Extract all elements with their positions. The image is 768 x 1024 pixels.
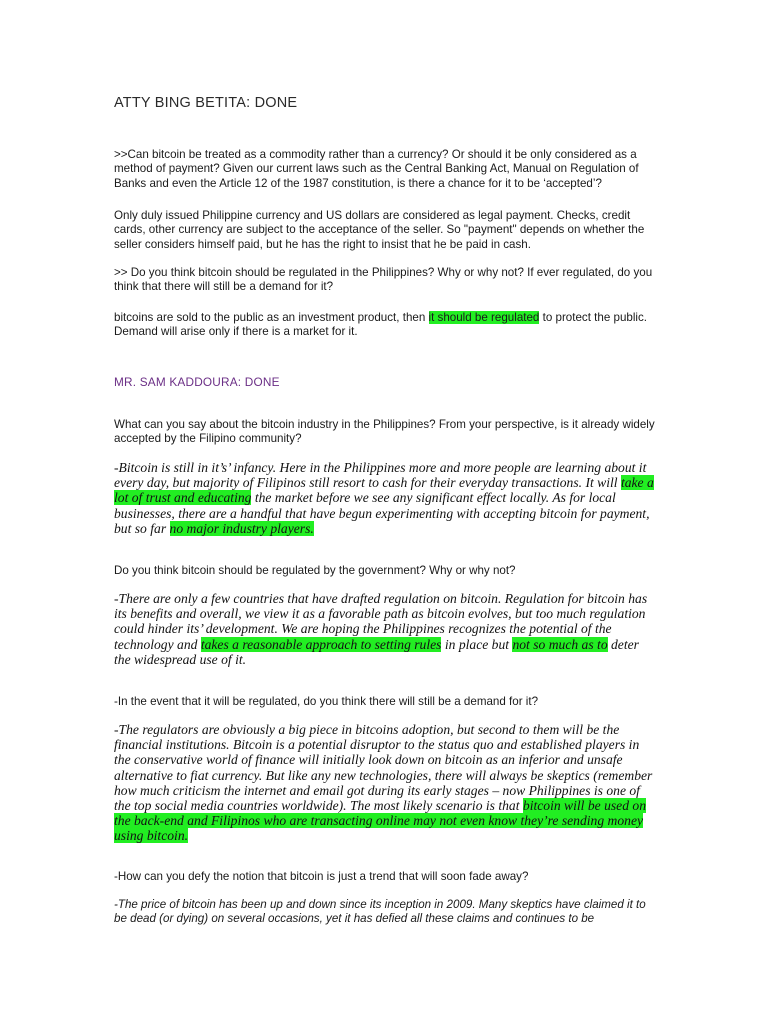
answer-text: deter the widespread use of it.: [114, 636, 639, 667]
answer-regulation: [114, 311, 656, 340]
answer-text: the market before we see any significant effect locally. As for local businesses, there are a handful that have begun experimenting with accepting bitcoin for payment, but so far: [114, 490, 650, 536]
question-government: Do you think bitcoin should be regulated by the government? Why or why not?: [114, 564, 516, 577]
highlighted-text: no major industry players.: [169, 520, 314, 536]
answer-legal-payment: Only duly issued Philippine currency and US dollars are considered as legal payment. Checks, credit cards, other currency are subject to the acceptance of the seller. So "payment" depends on whether the seller considers himself paid, but he has the right to insist that he be paid in cash.: [114, 209, 645, 251]
answer-industry: [114, 460, 656, 536]
highlighted-text: take a lot of trust and educating: [114, 475, 654, 506]
highlighted-text: bitcoin will be used on the back-end and Filipinos who are transacting online may not even know they’re sending money using bitcoin.: [114, 798, 646, 844]
highlighted-text: not so much as to: [512, 636, 608, 652]
section-heading: MR. SAM KADDOURA: DONE: [114, 375, 280, 389]
answer-text: in place but: [441, 636, 513, 652]
question-demand: -In the event that it will be regulated, do you think there will still be a demand for it?: [114, 695, 539, 708]
answer-text: -Bitcoin is still in it’s’ infancy. Here in the Philippines more and more people are learning about it every day, but majority of Filipinos still resort to cash for their everyday transactions. It will: [114, 460, 647, 491]
question-trend: -How can you defy the notion that bitcoin is just a trend that will soon fade away?: [114, 870, 529, 883]
question-regulation: >> Do you think bitcoin should be regulated in the Philippines? Why or why not? If ever regulated, do you think that there will still be a demand for it?: [114, 266, 653, 294]
page-title: ATTY BING BETITA: DONE: [114, 95, 298, 111]
question-industry: What can you say about the bitcoin industry in the Philippines? From your perspective, is it already widely accepted by the Filipino community?: [114, 418, 655, 446]
answer-text: -There are only a few countries that have drafted regulation on bitcoin. Regulation for bitcoin has its benefits and overall, we view it as a favorable path as bitcoin evolves, but too much regulation could hinder its’ development. We are hoping the Philippines recognizes the potential of the technology and: [114, 591, 648, 652]
answer-demand: [114, 722, 656, 844]
highlighted-text: it should be regulated: [428, 311, 540, 324]
question-commodity: >>Can bitcoin be treated as a commodity rather than a currency? Or should it be only considered as a method of payment? Given our current laws such as the Central Banking Act, Manual on Regulation of Banks and even the Article 12 of the 1987 constitution, is there a chance for it to be ‘accepted’?: [114, 148, 639, 190]
answer-government: [114, 591, 656, 667]
answer-text: -The regulators are obviously a big piece in bitcoins adoption, but second to them will be the financial institutions. Bitcoin is a potential disruptor to the status quo and established players in the conservative world of finance will initially look down on bitcoin as an inferior and unsafe alternative to fiat currency. But like any new technologies, there will always be skeptics (remember how much criticism the internet and email got during its early stages – now Philippines is one of the top social media countries worldwide). The most likely scenario is that: [114, 722, 653, 814]
highlighted-text: takes a reasonable approach to setting rules: [200, 636, 442, 652]
answer-text: bitcoins are sold to the public as an investment product, then: [114, 311, 429, 324]
answer-text: to protect the public. Demand will arise only if there is a market for it.: [114, 311, 648, 339]
answer-trend: -The price of bitcoin has been up and down since its inception in 2009. Many skeptics have claimed it to be dead (or dying) on several occasions, yet it has defied all these claims and continues to be: [114, 898, 646, 926]
